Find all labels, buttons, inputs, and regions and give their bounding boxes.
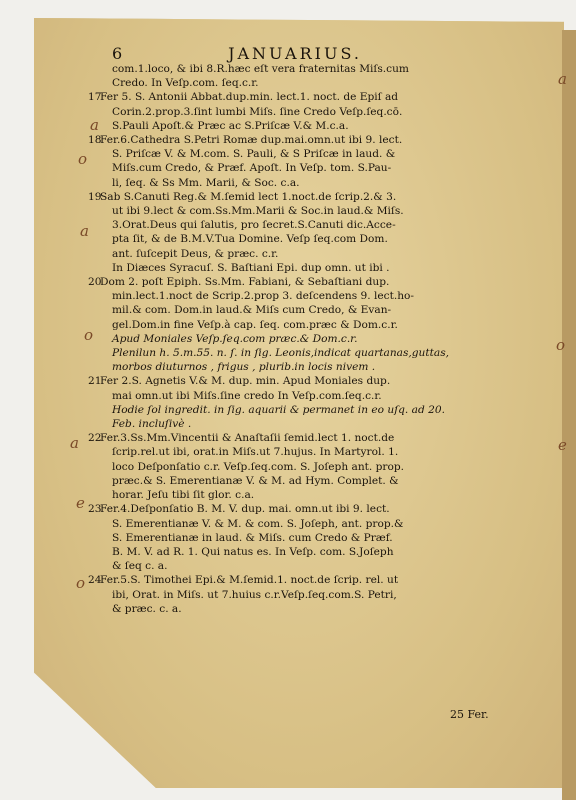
line-text: ut ibi 9.lect & com.Ss.Mm.Marii & Soc.in laud.& Miſs.: [112, 205, 404, 218]
text-line: [88, 133, 510, 147]
text-line: [100, 76, 510, 90]
text-line: [100, 417, 510, 431]
line-text: mai omn.ut ibi Miſs.ſine credo In Veſp.com.ſeq.c.r.: [112, 389, 382, 402]
text-line: [88, 431, 510, 445]
running-title: JANUARIUS.: [228, 44, 362, 63]
line-text: S. Priſcæ V. & M.com. S. Pauli, & S Priſcæ in laud. &: [112, 148, 396, 161]
line-text: Credo. In Veſp.com. ſeq.c.r.: [112, 77, 259, 90]
margin-note: o: [556, 336, 566, 354]
day-number: 20: [88, 276, 102, 289]
text-line: [88, 275, 510, 289]
day-number: 21: [88, 375, 102, 388]
text-line: [88, 90, 510, 104]
margin-note: a: [90, 116, 99, 134]
margin-note: e: [558, 436, 567, 454]
text-line: [88, 573, 510, 587]
day-number: 17: [88, 91, 102, 104]
line-text: Feb. incluſivè .: [112, 418, 192, 431]
line-text: Fer.5.S. Timothei Epi.& M.ſemid.1. noct.de ſcrip. rel. ut: [100, 574, 399, 587]
line-text: morbos diuturnos , frigus , plurib.in locis nivem .: [112, 361, 376, 374]
line-text: præc.& S. Emerentianæ V. & M. ad Hym. Complet. &: [112, 474, 399, 487]
calendar-text: [88, 62, 510, 616]
day-number: 23: [88, 503, 102, 516]
margin-note: o: [76, 574, 86, 592]
line-text: ant. ſuſcepit Deus, & præc. c.r.: [112, 247, 279, 260]
text-line: [100, 559, 510, 573]
margin-note: o: [78, 150, 88, 168]
text-line: [100, 460, 510, 474]
text-line: [100, 261, 510, 275]
text-line: [100, 105, 510, 119]
line-text: B. M. V. ad R. 1. Qui natus es. In Veſp. com. S.Joſeph: [112, 545, 394, 558]
text-line: [100, 147, 510, 161]
text-line: [88, 374, 510, 388]
text-line: [100, 247, 510, 261]
line-text: Miſs.cum Credo, & Præf. Apoſt. In Veſp. tom. S.Pau-: [112, 162, 392, 175]
line-text: Fer 5. S. Antonii Abbat.dup.min. lect.1. noct. de Epiſ ad: [100, 91, 399, 104]
text-line: [100, 588, 510, 602]
line-text: 3.Orat.Deus qui ſalutis, pro ſecret.S.Canuti dic.Acce-: [112, 219, 396, 232]
text-line: [100, 474, 510, 488]
line-text: com.1.loco, & ibi 8.R.hæc eſt vera fraternitas Miſs.cum: [112, 63, 409, 75]
line-text: Fer.4.Deſponſatio B. M. V. dup. mai. omn.ut ibi 9. lect.: [100, 503, 390, 516]
line-text: Hodie ſol ingredit. in ſig. aquarii & permanet in eo uſq. ad 20.: [112, 403, 445, 416]
text-line: [100, 531, 510, 545]
text-line: [100, 488, 510, 502]
day-number: 22: [88, 432, 102, 445]
day-number: 19: [88, 190, 102, 203]
line-text: Fer.3.Ss.Mm.Vincentii & Anaſtaſii ſemid.lect 1. noct.de: [100, 432, 395, 445]
line-text: & ſeq c. a.: [112, 560, 168, 573]
margin-note: a: [70, 434, 79, 452]
margin-note: a: [80, 222, 89, 240]
line-text: ibi, Orat. in Miſs. ut 7.huius c.r.Veſp.ſeq.com.S. Petri,: [112, 588, 397, 601]
line-text: S.Pauli Apoſt.& Præc ac S.Priſcæ V.& M.c.a.: [112, 119, 349, 132]
text-line: [100, 403, 510, 417]
day-number: 18: [88, 134, 102, 147]
line-text: mil.& com. Dom.in laud.& Miſs cum Credo, & Evan-: [112, 304, 392, 317]
text-line: [100, 204, 510, 218]
text-line: [100, 176, 510, 190]
line-text: Dom 2. poſt Epiph. Ss.Mm. Fabiani, & Sebaſtiani dup.: [100, 276, 390, 289]
line-text: pta ſit, & de B.M.V.Tua Domine. Veſp ſeq.com Dom.: [112, 233, 388, 246]
text-line: [100, 318, 510, 332]
text-line: [88, 502, 510, 516]
line-text: S. Emerentianæ in laud. & Miſs. cum Credo & Præf.: [112, 531, 393, 544]
line-text: loco Deſponſatio c.r. Veſp.ſeq.com. S. Joſeph ant. prop.: [112, 460, 405, 473]
line-text: min.lect.1.noct de Scrip.2.prop 3. deſcendens 9. lect.ho-: [112, 290, 415, 303]
text-line: [88, 190, 510, 204]
line-text: li, ſeq. & Ss Mm. Marii, & Soc. c.a.: [112, 176, 300, 189]
text-line: [100, 218, 510, 232]
line-text: S. Emerentianæ V. & M. & com. S. Joſeph, ant. prop.&: [112, 517, 404, 530]
text-line: [100, 289, 510, 303]
text-line: [100, 360, 510, 374]
text-line: [100, 602, 510, 616]
margin-note: a: [558, 70, 567, 88]
text-line: [100, 389, 510, 403]
day-number: 24: [88, 574, 102, 587]
line-text: Fer 2.S. Agnetis V.& M. dup. min. Apud Moniales dup.: [100, 375, 391, 388]
line-text: horar. Jeſu tibi ſit glor. c.a.: [112, 489, 255, 502]
margin-note: o: [84, 326, 94, 344]
page-number: 6: [112, 44, 123, 63]
line-text: Apud Moniales Veſp.ſeq.com præc.& Dom.c.r.: [112, 332, 358, 345]
text-line: [100, 62, 510, 76]
text-line: [100, 346, 510, 360]
text-line: [100, 445, 510, 459]
text-line: [100, 517, 510, 531]
facing-page-edge: [562, 30, 576, 800]
line-text: Sab S.Canuti Reg.& M.ſemid lect 1.noct.de ſcrip.2.& 3.: [100, 190, 397, 203]
text-line: [100, 232, 510, 246]
line-text: Plenilun h. 5.m.55. n. ſ. in ſig. Leonis,indicat quartanas,guttas,: [112, 347, 449, 360]
text-line: [100, 545, 510, 559]
line-text: ſcrip.rel.ut ibi, orat.in Miſs.ut 7.hujus. In Martyrol. 1.: [112, 446, 399, 459]
line-text: Corin.2.prop.3.ſint lumbi Miſs. ſine Credo Veſp.ſeq.cō.: [112, 105, 403, 118]
text-line: [100, 161, 510, 175]
text-line: [100, 119, 510, 133]
text-line: [100, 332, 510, 346]
catchword: 25 Fer.: [450, 708, 489, 721]
line-text: In Diæces Syracuſ. S. Baſtiani Epi. dup omn. ut ibi .: [112, 261, 390, 274]
margin-note: e: [76, 494, 85, 512]
line-text: Fer.6.Cathedra S.Petri Romæ dup.mai.omn.ut ibi 9. lect.: [100, 134, 403, 147]
line-text: & præc. c. a.: [112, 602, 182, 615]
line-text: gel.Dom.in fine Veſp.à cap. ſeq. com.præc & Dom.c.r.: [112, 318, 398, 331]
text-line: [100, 303, 510, 317]
